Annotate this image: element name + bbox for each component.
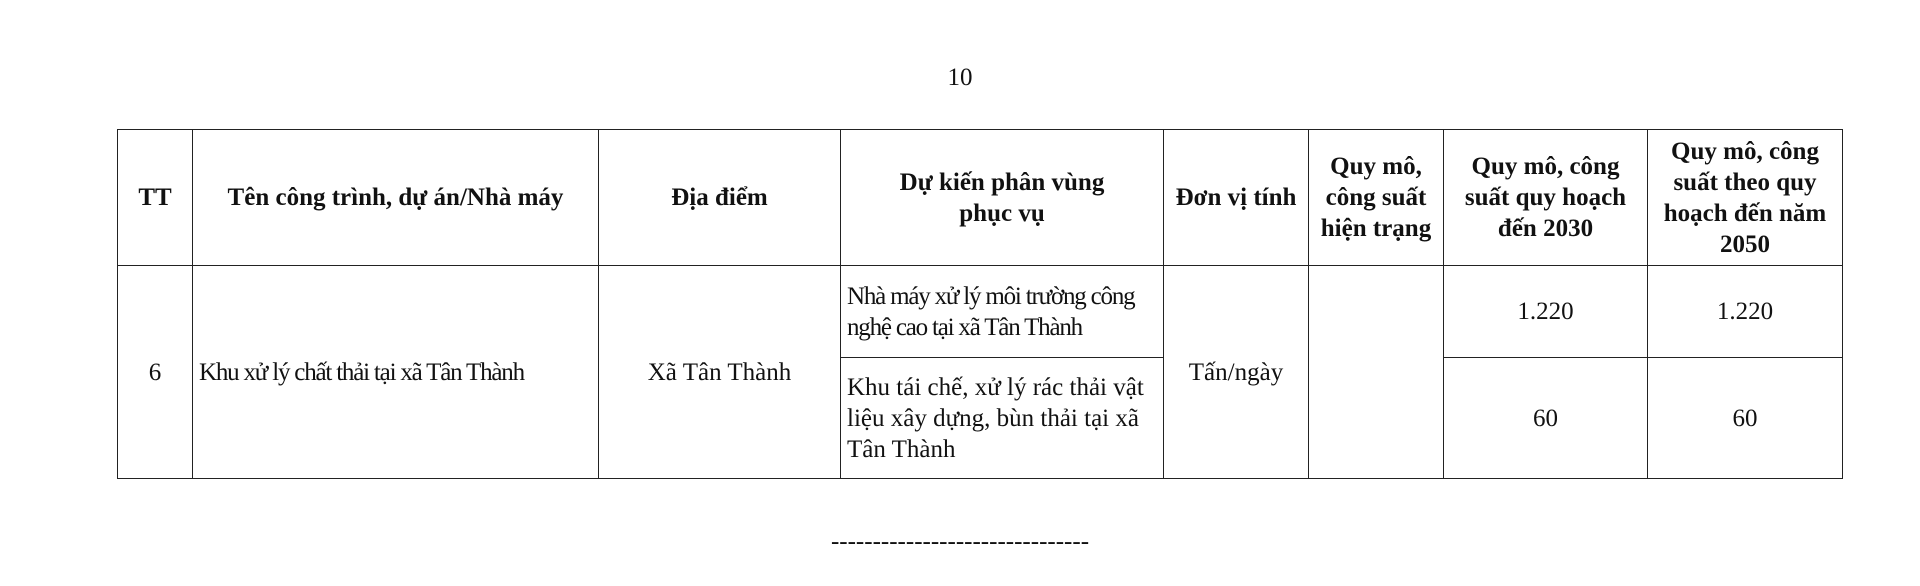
row-capacity-2050-1: 1.220	[1648, 266, 1843, 358]
planning-table	[117, 129, 1843, 479]
page-number: 10	[947, 64, 973, 91]
end-of-document-rule: -------------------------------	[830, 528, 1090, 555]
row-unit: Tấn/ngày	[1164, 266, 1309, 479]
header-service-area: Dự kiến phân vùng phục vụ	[841, 130, 1164, 266]
row-capacity-2030-2: 60	[1444, 358, 1648, 479]
header-location: Địa điểm	[599, 130, 841, 266]
row-tt: 6	[118, 266, 193, 479]
row-current-capacity	[1309, 266, 1444, 479]
header-capacity-2030: Quy mô, công suất quy hoạch đến 2030	[1444, 130, 1648, 266]
row-name: Khu xử lý chất thải tại xã Tân Thành	[193, 266, 599, 479]
header-current-capacity: Quy mô, công suất hiện trạng	[1309, 130, 1444, 266]
header-name: Tên công trình, dự án/Nhà máy	[193, 130, 599, 266]
header-unit: Đơn vị tính	[1164, 130, 1309, 266]
table-row	[118, 266, 1843, 358]
row-service-area-1: Nhà máy xử lý môi trường công nghệ cao tại xã Tân Thành	[841, 266, 1164, 358]
row-service-area-2: Khu tái chế, xử lý rác thải vật liệu xây dựng, bùn thải tại xã Tân Thành	[841, 358, 1164, 479]
row-capacity-2050-2: 60	[1648, 358, 1843, 479]
header-capacity-2050: Quy mô, công suất theo quy hoạch đến năm 2050	[1648, 130, 1843, 266]
header-tt: TT	[118, 130, 193, 266]
table-header-row	[118, 130, 1843, 266]
row-capacity-2030-1: 1.220	[1444, 266, 1648, 358]
row-location: Xã Tân Thành	[599, 266, 841, 479]
